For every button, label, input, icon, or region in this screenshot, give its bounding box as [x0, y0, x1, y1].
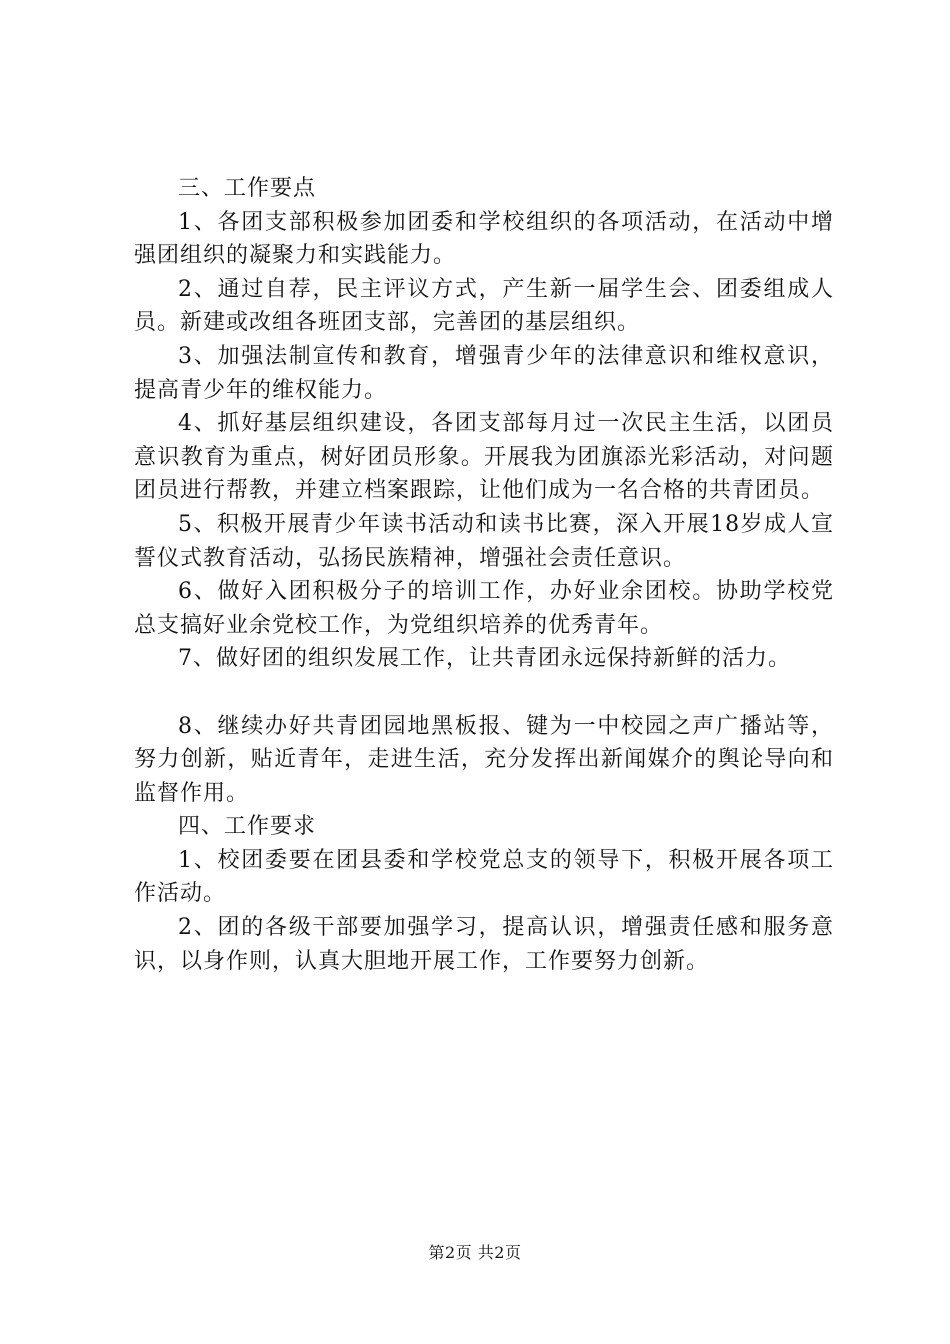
paragraph-requirement-1: 1、校团委要在团县委和学校党总支的领导下，积极开展各项工作活动。: [134, 847, 834, 907]
paragraph-point-4: 4、抓好基层组织建设，各团支部每月过一次民主生活，以团员意识教育为重点，树好团员形象。开展我为团旗添光彩活动，对问题团员进行帮教，并建立档案跟踪，让他们成为一名合格的共青团员。: [134, 411, 834, 504]
section-heading-work-requirements: 四、工作要求: [178, 814, 317, 840]
paragraph-point-1: 1、各团支部积极参加团委和学校组织的各项活动，在活动中增强团组织的凝聚力和实践能力。: [134, 209, 834, 269]
paragraph-point-5: 5、积极开展青少年读书活动和读书比赛，深入开展18岁成人宣誓仪式教育活动，弘扬民族精神，增强社会责任意识。: [134, 511, 834, 571]
paragraph-point-7: 7、做好团的组织发展工作，让共青团永远保持新鲜的活力。: [178, 646, 791, 672]
page-number-footer: 第2页 共2页: [428, 1243, 522, 1262]
paragraph-point-3: 3、加强法制宣传和教育，增强青少年的法律意识和维权意识，提高青少年的维权能力。: [134, 343, 834, 403]
paragraph-point-8: 8、继续办好共青团园地黑板报、键为一中校园之声广播站等，努力创新，贴近青年，走进生活，充分发挥出新闻媒介的舆论导向和监督作用。: [134, 713, 834, 806]
document-body: [134, 172, 834, 978]
paragraph-requirement-2: 2、团的各级干部要加强学习，提高认识，增强责任感和服务意识，以身作则，认真大胆地开展工作，工作要努力创新。: [134, 915, 834, 974]
section-heading-work-points: 三、工作要点: [178, 176, 317, 201]
paragraph-point-6: 6、做好入团积极分子的培训工作，办好业余团校。协助学校党总支搞好业余党校工作，为党组织培养的优秀青年。: [134, 579, 834, 638]
paragraph-point-2: 2、通过自荐，民主评议方式，产生新一届学生会、团委组成人员。新建或改组各班团支部，完善团的基层组织。: [134, 276, 834, 336]
